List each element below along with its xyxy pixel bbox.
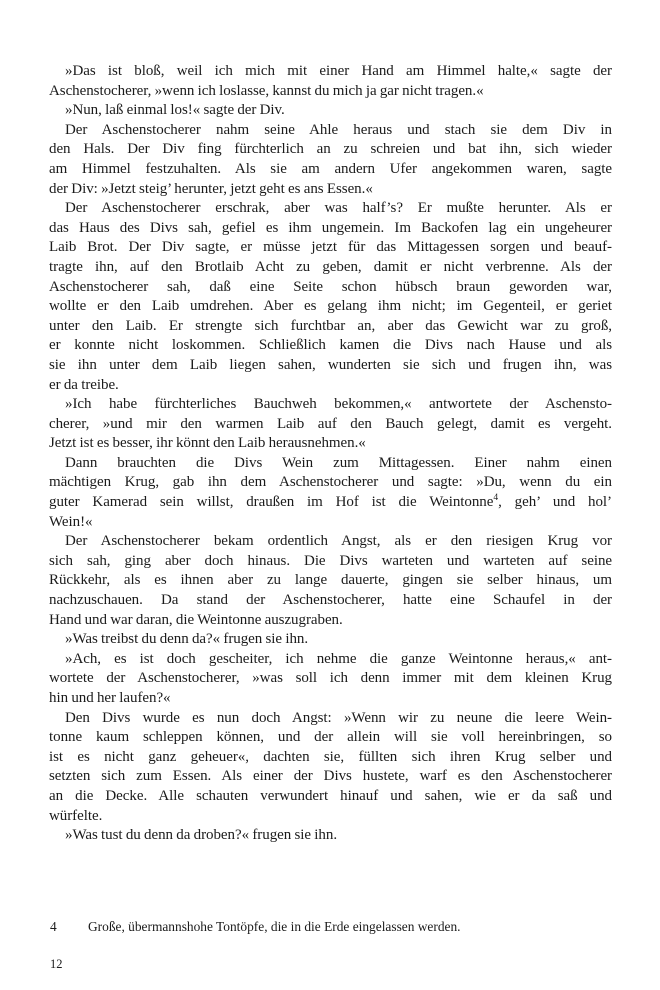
text-line: Wein!« [49, 513, 93, 530]
paragraph [49, 199, 612, 395]
text-line: Der Aschenstocherer erschrak, aber was half’s? Er mußte herunter. Als er [65, 200, 612, 217]
paragraph [49, 650, 612, 709]
text-line: er konnte nicht loskommen. Schließlich kamen die Divs nach Hause und als [49, 337, 612, 354]
paragraph [49, 101, 612, 121]
text-line: Der Aschenstocherer nahm seine Ahle heraus und stach sie dem Div in [65, 121, 612, 138]
page-number: 12 [50, 957, 63, 971]
text-line: mächtigen Krug, gab ihn dem Aschenstocherer und sagte: »Du, wenn du ein [49, 474, 612, 491]
text-line: Hand und war daran, die Weintonne auszugraben. [49, 611, 343, 628]
footnote-text: Große, übermannshohe Tontöpfe, die in die Erde eingelassen werden. [88, 919, 461, 934]
text-line: Den Divs wurde es nun doch Angst: »Wenn wir zu neune die leere Wein- [65, 709, 612, 726]
paragraph [49, 532, 612, 630]
paragraph [49, 395, 612, 454]
text-line: sie ihn unter dem Laib liegen sahen, wunderten sie sich und frugen ihn, was [49, 356, 612, 373]
text-line: unter den Laib. Er strengte sich furchtbar an, aber das Gewicht war zu groß, [49, 317, 612, 334]
footnote [50, 918, 612, 935]
footnote-reference: 4 [493, 493, 499, 504]
text-line: Dann brauchten die Divs Wein zum Mittagessen. Einer nahm einen [65, 454, 612, 471]
text-line: »Was treibst du denn da?« frugen sie ihn. [65, 631, 309, 648]
text-line: cherer, »und mir den warmen Laib auf den Bauch gelegt, damit es vergeht. [49, 415, 612, 432]
text-line: nachzuschauen. Da stand der Aschenstocherer, hatte eine Schaufel in der [49, 592, 612, 609]
paragraph [49, 630, 612, 650]
text-line: »Nun, laß einmal los!« sagte der Div. [65, 102, 285, 119]
text-line: »Das ist bloß, weil ich mich mit einer Hand am Himmel halte,« sagte der [65, 63, 612, 79]
text-line: sich sah, ging aber doch hinaus. Die Divs warteten und warteten auf seine [49, 552, 612, 569]
paragraph [49, 454, 612, 532]
text-line: setzten sich zum Essen. Als einer der Divs hustete, warf es den Aschenstocherer [49, 768, 612, 785]
text-line: guter Kamerad sein willst, draußen im Hof ist die Weintonne$^4$, geh’ und hol’ [49, 493, 612, 511]
text-line: würfelte. [49, 807, 103, 824]
text-line: er da treibe. [49, 376, 119, 393]
text-line: ist es nicht ganz geheuer«, dachten sie, füllten sich ihren Krug selber und [49, 748, 612, 765]
text-line: tragte ihn, auf den Brotlaib Acht zu geben, damit er nicht verbrenne. Als der [49, 258, 612, 275]
paragraph [49, 826, 612, 846]
text-line: hin und her laufen?« [49, 690, 171, 706]
text-line: Der Aschenstocherer bekam ordentlich Angst, als er den riesigen Krug vor [65, 533, 612, 550]
text-line: wortete der Aschenstocherer, »was soll ich denn immer mit dem kleinen Krug [49, 670, 612, 687]
text-block [49, 62, 612, 846]
footnote-marker: 4 [50, 919, 57, 934]
text-line: Aschenstocherer, »wenn ich loslasse, kannst du mich ja gar nicht tragen.« [49, 82, 484, 99]
text-line: »Was tust du denn da droben?« frugen sie ihn. [65, 827, 338, 844]
text-line: Jetzt ist es besser, ihr könnt den Laib herausnehmen.« [49, 435, 366, 452]
text-line: an die Decke. Alle schauten verwundert hinauf und sahen, wie er da saß und [49, 787, 612, 804]
text-line: »Ich habe fürchterliches Bauchweh bekommen,« antwortete der Aschensto- [65, 396, 612, 413]
paragraph [49, 62, 612, 101]
text-line: das Haus des Divs sah, gefiel es ihm ungemein. Im Backofen lag ein ungeheurer [49, 219, 612, 236]
text-line: »Ach, es ist doch gescheiter, ich nehme die ganze Weintonne heraus,« ant- [65, 650, 612, 667]
text-line: wollte er den Laib umdrehen. Aber es gelang ihm nicht; im Gegenteil, er geriet [49, 298, 612, 315]
text-line: Aschenstocherer sah, daß eine Seite schon hübsch braun geworden war, [49, 278, 612, 295]
paragraph [49, 121, 612, 199]
text-line: der Div: »Jetzt steig’ herunter, jetzt geht es ans Essen.« [49, 180, 373, 197]
text-line: am Himmel festzuhalten. Als sie am andern Ufer angekommen waren, sagte [49, 160, 612, 177]
text-line: den Hals. Der Div fing fürchterlich an zu schreien und bat ihn, sich wieder [49, 141, 612, 158]
text-line: tonne kaum schleppen können, und der allein will sie voll hereinbringen, so [49, 729, 612, 746]
text-line: Laib Brot. Der Div sagte, er müsse jetzt für das Mittagessen sorgen und beauf- [49, 239, 612, 256]
text-line: Rückkehr, als es ihnen aber zu lange dauerte, gingen sie selber hinaus, um [49, 572, 612, 589]
paragraph [49, 709, 612, 827]
